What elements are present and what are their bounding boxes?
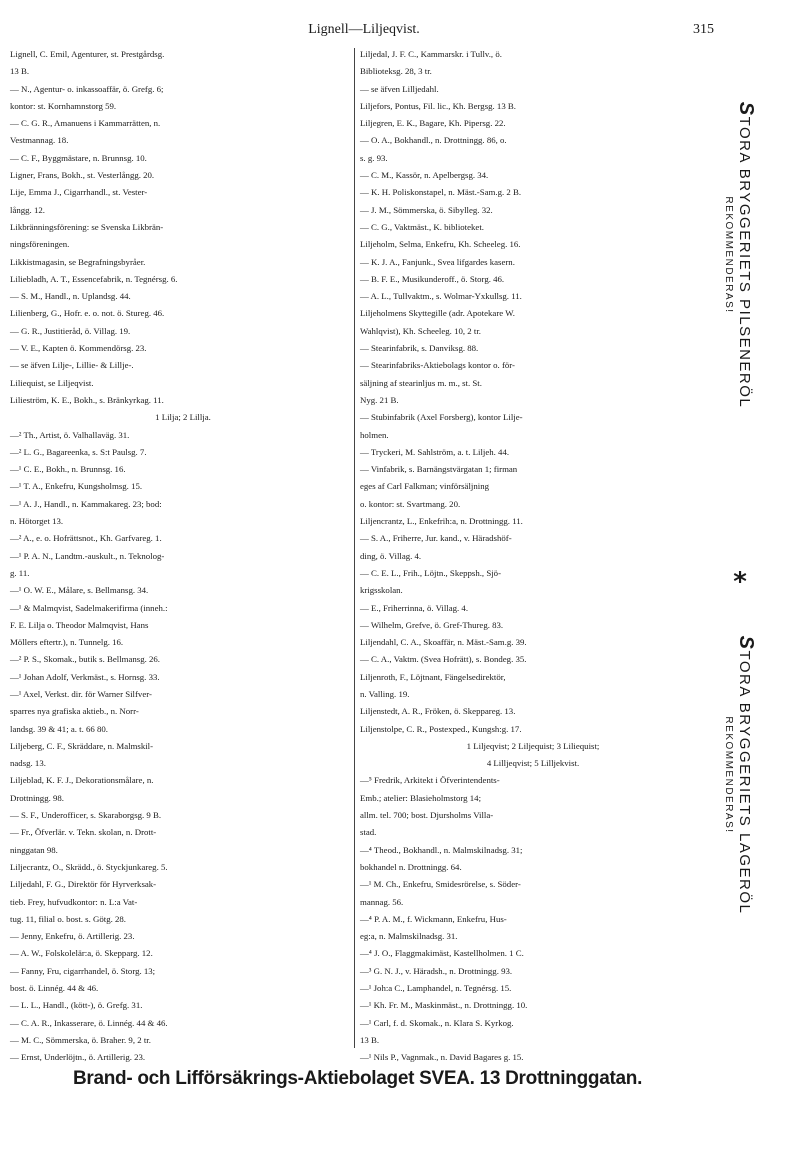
directory-line: —⁴ J. O., Flaggmakimäst, Kastellholmen. 1 C. bbox=[360, 948, 524, 959]
directory-line: Liljenroth, F., Löjtnant, Fängelsedirektör, bbox=[360, 671, 506, 682]
directory-line: — Fr., Öfverlär. v. Tekn. skolan, n. Drott- bbox=[10, 827, 157, 838]
directory-line: — se äfven Lilljedahl. bbox=[360, 83, 439, 94]
directory-line: — C. A., Vaktm. (Svea Hofrätt), s. Bondeg. 35. bbox=[360, 654, 527, 665]
directory-line: tieb. Frey, hufvudkontor: n. L:a Vat- bbox=[10, 896, 138, 907]
asterisk-ornament: * bbox=[733, 567, 747, 597]
right-column bbox=[360, 46, 706, 1067]
directory-line: — Fanny, Fru, cigarrhandel, ö. Storg. 13; bbox=[10, 965, 156, 976]
directory-line: — C. F., Byggmästare, n. Brunnsg. 10. bbox=[10, 152, 147, 163]
directory-line: Emb.; atelier: Blasieholmstorg 14; bbox=[360, 792, 482, 803]
directory-line: Liljefors, Pontus, Fil. lic., Kh. Bergsg. 13 B. bbox=[360, 100, 516, 111]
directory-line: landsg. 39 & 41; a. t. 66 80. bbox=[10, 723, 108, 734]
directory-line: holmen. bbox=[360, 429, 389, 440]
directory-line: — A. L., Tullvaktm., s. Wolmar-Yxkullsg. 11. bbox=[360, 291, 522, 302]
directory-line: F. E. Lilja o. Theodor Malmqvist, Hans bbox=[10, 619, 149, 630]
directory-line: — Ernst, Underlöjtn., ö. Artillerig. 23. bbox=[10, 1052, 146, 1063]
ad-line-1: TORA BRYGGERIETS LAGERÖL bbox=[736, 650, 753, 915]
directory-line: —² L. G., Bagareenka, s. S:t Paulsg. 7. bbox=[10, 446, 147, 457]
directory-line: Liljeblad, K. F. J., Dekorationsmålare, n. bbox=[10, 775, 154, 786]
directory-line: — M. C., Sömmerska, ö. Brahег. 9, 2 tr. bbox=[10, 1034, 151, 1045]
directory-line: — E., Friherrinna, ö. Villag. 4. bbox=[360, 602, 469, 613]
directory-line: Drottningg. 98. bbox=[10, 792, 65, 803]
directory-line: — J. M., Sömmerska, ö. Sibylleg. 32. bbox=[360, 204, 493, 215]
directory-line: —¹ Joh:a C., Lamphandel, n. Tegnérsg. 15. bbox=[360, 983, 512, 994]
directory-line: — C. A. R., Inkasserare, ö. Linnég. 44 & 46. bbox=[10, 1017, 168, 1028]
directory-line: —⁴ Theod., Bokhandl., n. Malmskilnadsg. 31; bbox=[360, 844, 523, 855]
directory-line: — A. W., Folskolelär:a, ö. Skepparg. 12. bbox=[10, 948, 153, 959]
ad-line-1: TORA BRYGGERIETS PILSENERÖL bbox=[736, 116, 753, 409]
directory-line: o. kontor: st. Svartmang. 20. bbox=[360, 498, 461, 509]
directory-line: —¹ Axel, Verkst. dir. för Warner Silfver- bbox=[10, 688, 152, 699]
directory-line: 1 Liljeqvist; 2 Liljequist; 3 Liliequist; bbox=[466, 740, 600, 751]
directory-line: Lilieström, K. E., Bokh., s. Bränkyrkag. 11. bbox=[10, 394, 164, 405]
directory-line: Liljedahl, F. G., Direktör för Hyrverksak- bbox=[10, 879, 157, 890]
directory-line: — Stearinfabrik, s. Danviksg. 88. bbox=[360, 343, 479, 354]
directory-line: g. 11. bbox=[10, 567, 30, 578]
directory-line: — C. E. L., Frih., Löjtn., Skeppsh., Sjö- bbox=[360, 567, 501, 578]
directory-line: Liljencrantz, L., Enkefrih:a, n. Drottningg. 11. bbox=[360, 516, 523, 527]
directory-line: mannag. 56. bbox=[360, 896, 404, 907]
directory-line: —³ G. N. J., v. Häradsh., n. Drottningg. 93. bbox=[360, 965, 513, 976]
directory-line: — K. J. A., Fanjunk., Svea lifgardes kasern. bbox=[360, 256, 515, 267]
directory-line: Liljecrantz, O., Skrädd., ö. Styckjunkareg. 5. bbox=[10, 861, 168, 872]
directory-line: — V. E., Kapten ö. Kommendörsg. 23. bbox=[10, 343, 147, 354]
directory-line: Likbränningsförening: se Svenska Likbrän- bbox=[10, 221, 164, 232]
directory-line: — S. A., Friherre, Jur. kand., v. Häradshöf- bbox=[360, 533, 512, 544]
left-column bbox=[10, 46, 356, 1067]
ad-line-2: REKOMMENDERAS! bbox=[723, 196, 734, 314]
directory-line: 13 B. bbox=[10, 66, 30, 77]
directory-line: Liljeberg, C. F., Skräddare, n. Malmskil- bbox=[10, 740, 154, 751]
directory-line: — Stearinfabriks-Aktiebolags kontor o. för- bbox=[360, 360, 515, 371]
directory-line: 4 Lilljeqvist; 5 Lilljekvist. bbox=[486, 758, 580, 769]
directory-line: —² A., e. o. Hofrättsnot., Kh. Garfvareg. 1. bbox=[10, 533, 162, 544]
directory-line: Liljedal, J. F. C., Kammarskr. i Tullv., ö. bbox=[360, 49, 502, 59]
directory-line: n. Valling. 19. bbox=[360, 688, 410, 699]
directory-line: — K. H. Poliskonstapel, n. Mäst.-Sam.g. 2 B. bbox=[360, 187, 522, 198]
directory-line: Liljenstolpe, C. R., Postexped., Kungsh:g. 17. bbox=[360, 723, 522, 734]
directory-line: —¹ T. A., Enkefru, Kungsholmsg. 15. bbox=[10, 481, 143, 492]
directory-line: eg:a, n. Malmskilnadsg. 31. bbox=[360, 931, 458, 942]
ad-line-2: REKOMMENDERAS! bbox=[723, 716, 734, 834]
footer-advertisement: Brand- och Lifförsäkrings-Aktiebolaget SVEA. 13 Drottninggatan. bbox=[72, 1068, 643, 1089]
directory-line: Vestmannag. 18. bbox=[10, 135, 69, 146]
directory-line: 13 B. bbox=[360, 1034, 380, 1045]
directory-line: långg. 12. bbox=[10, 204, 45, 215]
directory-line: — S. F., Underofficer, s. Skaraborgsg. 9 B. bbox=[10, 810, 162, 821]
sidebar-ad-lagerol bbox=[720, 620, 760, 930]
directory-line: —⁴ P. A. M., f. Wickmann, Enkefru, Hus- bbox=[360, 913, 507, 924]
directory-line: nadsg. 13. bbox=[10, 758, 46, 769]
directory-line: ding, ö. Villag. 4. bbox=[360, 550, 422, 561]
sidebar-ad-pilsener bbox=[720, 100, 760, 410]
page-header bbox=[14, 22, 714, 42]
directory-line: eges af Carl Falkman; vinförsäljning bbox=[360, 481, 489, 492]
directory-line: — se äfven Lilje-, Lillie- & Lillje-. bbox=[10, 360, 134, 371]
directory-line: tug. 11, filial o. bost. s. Götg. 28. bbox=[10, 913, 126, 924]
directory-line: — Stubinfabrik (Axel Forsberg), kontor Lilje- bbox=[360, 412, 523, 423]
directory-line: Lije, Emma J., Cigarrhandl., st. Vester- bbox=[10, 187, 148, 198]
directory-line: Liljenstedt, A. R., Fröken, ö. Skeppareg. 13. bbox=[360, 706, 516, 717]
directory-line: krigsskolan. bbox=[360, 585, 403, 596]
directory-line: — Vinfabrik, s. Barnängstvärgatan 1; firman bbox=[360, 464, 518, 475]
directory-line: —² Th., Artist, ö. Valhallaväg. 31. bbox=[10, 429, 130, 440]
directory-line: — L. L., Handl., (kött-), ö. Grefg. 31. bbox=[10, 1000, 143, 1011]
directory-line: Liljeholm, Selma, Enkefru, Kh. Scheeleg. 16. bbox=[360, 239, 521, 250]
directory-line: ningsföreningen. bbox=[10, 239, 70, 250]
directory-line: Lilienberg, G., Hofr. e. o. not. ö. Stureg. 46. bbox=[10, 308, 165, 319]
directory-line: — C. M., Kassör, n. Apelbergsg. 34. bbox=[360, 170, 489, 181]
directory-line: Nyg. 21 B. bbox=[360, 394, 399, 405]
directory-line: —¹ C. E., Bokh., n. Brunnsg. 16. bbox=[10, 464, 126, 475]
directory-line: —¹ Carl, f. d. Skomak., n. Klara S. Kyrkog. bbox=[360, 1017, 514, 1028]
directory-line: bost. ö. Linnég. 44 & 46. bbox=[10, 983, 99, 994]
directory-line: 1 Lilja; 2 Lillja. bbox=[155, 412, 211, 423]
directory-line: allm. tel. 700; bost. Djursholms Villa- bbox=[360, 810, 494, 821]
directory-line: n. Hötorget 13. bbox=[10, 516, 64, 527]
directory-line: — O. A., Bokhandl., n. Drottningg. 86, o. bbox=[360, 135, 507, 146]
directory-line: —¹ O. W. E., Målare, s. Bellmansg. 34. bbox=[10, 585, 149, 596]
running-title: Lignell—Liljeqvist. bbox=[308, 22, 420, 37]
directory-line: Wahlqvist), Kh. Scheeleg. 10, 2 tr. bbox=[360, 325, 481, 336]
directory-line: — Jenny, Enkefru, ö. Artillerig. 23. bbox=[10, 931, 135, 942]
directory-line: —¹ P. A. N., Landtm.-auskult., n. Teknolog- bbox=[10, 550, 165, 561]
directory-line: Liliequist, se Liljeqvist. bbox=[10, 377, 94, 388]
directory-line: —¹ A. J., Handl., n. Kammakareg. 23; bod: bbox=[10, 498, 162, 509]
directory-line: —² P. S., Skomak., butik s. Bellmansg. 26. bbox=[10, 654, 160, 665]
page-number: 315 bbox=[693, 22, 714, 37]
directory-line: ninggatan 98. bbox=[10, 844, 58, 855]
directory-line: Liljeholmens Skyttegille (adr. Apotekare W. bbox=[360, 308, 515, 319]
directory-line: — B. F. E., Musikunderoff., ö. Storg. 46. bbox=[360, 273, 505, 284]
stora-logo: S bbox=[735, 635, 757, 651]
directory-line: Likkistmagasin, se Begrafningsbyråer. bbox=[10, 256, 146, 267]
directory-line: —¹ & Malmqvist, Sadelmakerifirma (inneh.: bbox=[10, 602, 168, 613]
directory-line: Lignell, C. Emil, Agenturer, st. Prestgårdsg. bbox=[10, 49, 165, 59]
column-divider bbox=[354, 48, 355, 1048]
directory-line: kontor: st. Kornhamnstorg 59. bbox=[10, 100, 117, 111]
directory-line: —¹ Nils P., Vagnmak., n. David Bagares g. 15. bbox=[360, 1052, 524, 1063]
directory-line: — G. R., Justitieråd, ö. Villag. 19. bbox=[10, 325, 131, 336]
directory-line: —¹ Kh. Fr. M., Maskinmäst., n. Drottningg. 10. bbox=[360, 1000, 528, 1011]
directory-line: sparres nya grafiska aktieb., n. Norr- bbox=[10, 706, 139, 717]
directory-line: Ligner, Frans, Bokh., st. Vesterlångg. 20. bbox=[10, 170, 155, 181]
directory-line: —¹ Johan Adolf, Verkmäst., s. Hornsg. 33. bbox=[10, 671, 160, 682]
directory-line: Liliebladh, A. T., Essencefabrik, n. Tegnérsg. 6. bbox=[10, 273, 178, 284]
directory-line: Biblioteksg. 28, 3 tr. bbox=[360, 66, 432, 77]
directory-line: stad. bbox=[360, 827, 377, 838]
directory-line: — Tryckeri, M. Sahlström, a. t. Liljeh. 44. bbox=[360, 446, 510, 457]
directory-line: bokhandel n. Drottningg. 64. bbox=[360, 861, 462, 872]
directory-line: — C. G. R., Amanuens i Kammarrätten, n. bbox=[10, 118, 161, 129]
directory-line: säljning af stearinljus m. m., st. St. bbox=[360, 377, 482, 388]
directory-line: — S. M., Handl., n. Uplandsg. 44. bbox=[10, 291, 131, 302]
directory-line: —¹ M. Ch., Enkefru, Smidesrörelse, s. Söder- bbox=[360, 879, 521, 890]
stora-logo: S bbox=[735, 101, 757, 117]
directory-line: — C. G., Vaktmäst., K. biblioteket. bbox=[360, 221, 484, 232]
directory-line: Liljegren, E. K., Bagare, Kh. Pipersg. 22. bbox=[360, 118, 506, 129]
directory-line: — N., Agentur- o. inkassoaffär, ö. Grefg. 6; bbox=[10, 83, 164, 94]
directory-line: s. g. 93. bbox=[360, 152, 388, 163]
directory-line: Liljendahl, C. A., Skoaffär, n. Mäst.-Sam.g. 39. bbox=[360, 637, 527, 648]
directory-line: Möllers eftertr.), n. Tunnelg. 16. bbox=[10, 637, 124, 648]
directory-line: —⁵ Fredrik, Arkitekt i Öfverintendents- bbox=[360, 775, 500, 786]
directory-line: — Wilhelm, Grefve, ö. Gref-Thureg. 83. bbox=[360, 619, 504, 630]
